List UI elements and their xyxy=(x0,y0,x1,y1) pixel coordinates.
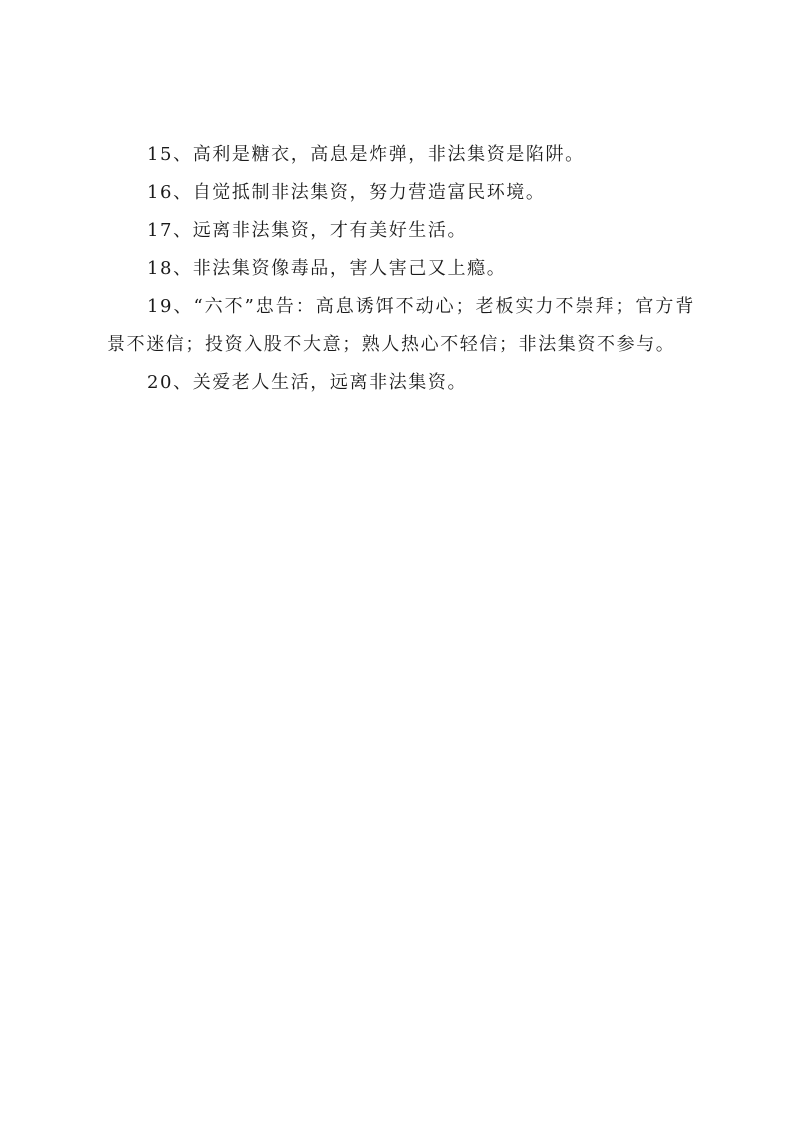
list-item-19: 19、“六不”忠告：高息诱饵不动心；老板实力不崇拜；官方背景不迷信；投资入股不大意；熟人热心不轻信；非法集资不参与。 xyxy=(107,296,695,355)
list-item-20: 20、关爱老人生活，远离非法集资。 xyxy=(147,372,468,393)
list-item-15: 15、高利是糖衣，高息是炸弹，非法集资是陷阱。 xyxy=(147,144,585,165)
document-body xyxy=(107,136,695,402)
list-item-18: 18、非法集资像毒品，害人害己又上瘾。 xyxy=(147,258,507,279)
list-item-17: 17、远离非法集资，才有美好生活。 xyxy=(147,220,468,241)
list-item-16: 16、自觉抵制非法集资，努力营造富民环境。 xyxy=(147,182,546,203)
